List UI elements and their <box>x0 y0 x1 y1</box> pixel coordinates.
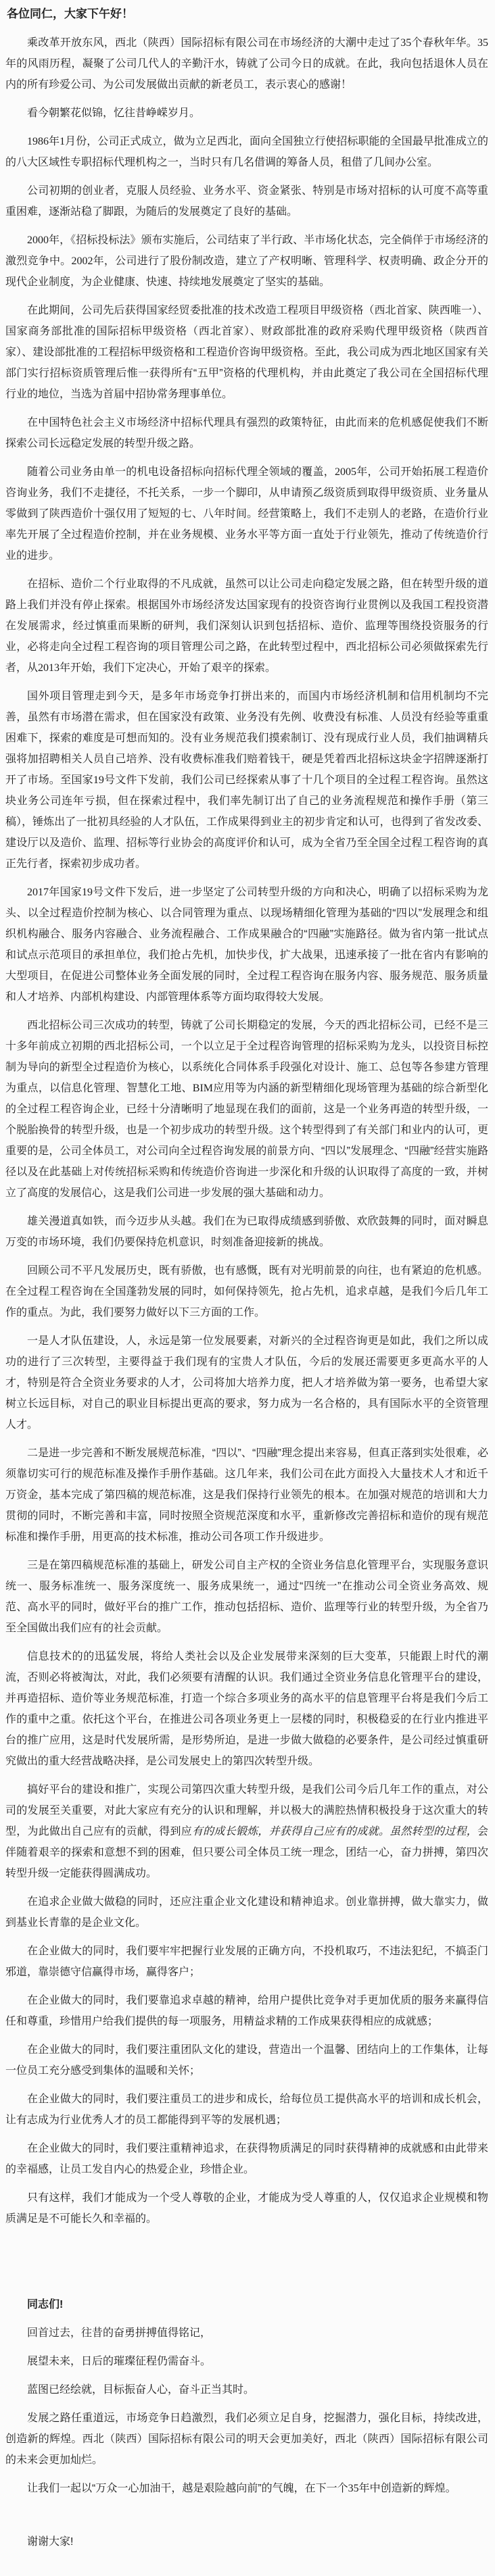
latin-numeric-run: 2017 <box>27 887 49 898</box>
paragraph <box>5 1891 488 1933</box>
text-run: 让我们一起以“万众一心加油干，越是艰险越向前”的气魄，在下一个35年中创造新的辉煌。 <box>27 2483 456 2494</box>
text-run: 在企业做大的同时，我们要注重团队文化的建设，营造出一个温馨、团结向上的工作集体，让每一位员工充分感受到集体的温暖和关怀； <box>5 2044 488 2077</box>
text-run: 三是在第四稿规范标准的基础上，研发公司自主产权的全资业务信息化管理平台，实现服务意识统一、服务标准统一、服务深度统一、服务成果统一，通过“四统一”在推动公司全资业务高效、规范、高水平的同时，做好平台的推广工作，推动包括招标、造价、监理等行业的转型升级，为全省乃至全国做出我们应有的社会贡献。 <box>5 1560 488 1634</box>
paragraph <box>5 230 488 293</box>
document-body <box>5 32 488 2552</box>
text-run: 一是人才队伍建设，人，永远是第一位发展要素，对新兴的全过程咨询更是如此，我们之所以成功的进行了三次转型，主要得益于我们现有的宝贵人才队伍，今后的发展还需要更多更高水平的人才，特别是符合全资业务要求的人才，公司将加大培养力度，把人才培养做为第一要务，也希望大家树立长远目标，对自己的职业目标提出更高的要求，努力成为一名合格的，具有国际水平的全资管理人才。 <box>5 1335 488 1431</box>
paragraph <box>5 180 488 222</box>
paragraph <box>5 574 488 678</box>
text-run: 雄关漫道真如铁，而今迈步从头越。我们在为已取得成绩感到骄傲、欢欣鼓舞的同时，面对瞬息万变的市场环境，我们仍要保持危机意识，时刻准备迎接新的挑战。 <box>5 1216 488 1248</box>
section-heading <box>5 2294 488 2315</box>
paragraph <box>5 1443 488 1547</box>
text-run: 展望未来，日后的璀璨征程仍需奋斗。 <box>27 2356 212 2367</box>
paragraph <box>5 131 488 173</box>
latin-numeric-run: 35 <box>348 2483 359 2494</box>
latin-numeric-run: 35 <box>477 37 488 49</box>
paragraph <box>5 1211 488 1253</box>
paragraph <box>5 882 488 1008</box>
paragraph <box>5 2089 488 2131</box>
latin-numeric-run: 2002 <box>71 255 93 267</box>
text-run: 看今朝繁花似锦，忆往昔峥嵘岁月。 <box>27 107 201 119</box>
text-run: 二是进一步完善和不断发展规范标准，“四以”、“四融”理念提出来容易，但真正落到实处很难，必须靠切实可行的规范标准及操作手册作基础。这几年来，我们公司在此方面投入大量技术人才和近千万资金，基本完成了第四稿的规范标准，这是我们保持行业领先的根本。在加强对规范的培训和大力贯彻的同时，不断完善和丰富，同时按照全资规范深度和水平，重新修改完善招标和造价的现有规范标准和操作手册，用更高的技术标准，推动公司各项工作升级进步。 <box>5 1447 488 1543</box>
paragraph <box>5 1941 488 1983</box>
paragraph <box>5 2408 488 2471</box>
text-run: 在企业做大的同时，我们要注重精神追求，在获得物质满足的同时获得精神的成就感和由此带来的幸福感，让员工发自内心的热爱企业，珍惜企业。 <box>5 2143 488 2175</box>
latin-numeric-run: 2000 <box>27 234 49 246</box>
paragraph <box>5 1990 488 2032</box>
paragraph <box>5 2531 488 2552</box>
latin-numeric-run: 19 <box>82 887 93 898</box>
text-run: 公司初期的创业者，克服人员经验、业务水平、资金紧张、特别是市场对招标的认可度不高等重重困难，逐渐站稳了脚跟，为随后的发展奠定了良好的基础。 <box>5 185 488 218</box>
paragraph <box>5 300 488 405</box>
paragraph <box>5 1260 488 1323</box>
paragraph <box>5 2351 488 2372</box>
text-run: 在企业做大的同时，我们要牢牢把握行业发展的正确方向，不投机取巧，不违法犯纪，不搞歪门邪道，靠崇德守信赢得市场，赢得客户； <box>5 1946 488 1978</box>
text-run: 1986年1月份，公司正式成立，做为立足西北，面向全国独立行使招标职能的全国最早批准成立的的八大区域性专职招标代理机构之一，当时只有几名借调的筹备人员，租借了几间办公室。 <box>5 136 488 168</box>
text-run: 谢谢大家! <box>27 2536 74 2548</box>
latin-numeric-run: 2005 <box>334 466 356 478</box>
text-run: 在招标、造价二个行业取得的不凡成就，虽然可以让公司走向稳定发展之路，但在转型升级的道路上我们并没有停止探索。根据国外市场经济发达国家现有的投资咨询行业贯例以及我国工程投资潜在发展需求，经过慎重而果断的研判，我们深刻认识到包括招标、造价、监理等围绕投资服务的行业，必将走向全过程工程咨询的项目管理公司之路，在此转型过程中，西北招标公司必须做探索先行者，从2013年开始，我们下定决心，开始了艰辛的探索。 <box>5 578 488 674</box>
text-run: 在追求企业做大做稳的同时，还应注重企业文化建设和精神追求。创业靠拼搏，做大靠实力，做到基业长青靠的是企业文化。 <box>5 1896 488 1929</box>
latin-numeric-run: BIM <box>192 1083 213 1094</box>
text-run: 在此期间，公司先后获得国家经贸委批准的技术改造工程项目甲级资格（西北首家、陕西唯一）、国家商务部批准的国际招标甲级资格（西北首家）、财政部批准的政府采购代理甲级资格（陕西首家）、建设部批准的工程招标甲级资格和工程造价咨询甲级资格。至此，我公司成为西北地区国家有关部门实行招标资质管理后惟一获得所有“五甲”资格的代理机构，并由此奠定了我公司在全国招标代理行业的地位，当选为首届中招协常务理事单位。 <box>5 305 488 400</box>
paragraph <box>5 1779 488 1884</box>
paragraph <box>5 103 488 124</box>
latin-numeric-run: 1986 <box>27 136 49 147</box>
paragraph <box>5 2379 488 2400</box>
text-run: 2017年国家19号文件下发后，进一步坚定了公司转型升级的方向和决心，明确了以招标采购为龙头、以全过程造价控制为核心、以合同管理为重点、以现场精细化管理为基础的“四以”发展理念和组织机构融合、服务内容融合、业务流程融合、工作成果融合的“四融”实施路径。做为省内第一批试点和试点示范项目的承担单位，我们抢占先机，加快步伐，扩大战果，迅速承接了一批在省内有影响的大型项目，在促进公司整体业务全面发展的同时，全过程工程咨询在服务内容、服务规范、服务质量和人才培养、内部机构建设、内部管理体系等方面均取得较大发展。 <box>5 887 488 1003</box>
text-run: 只有这样，我们才能成为一个受人尊敬的企业，才能成为受人尊重的人，仅仅追求企业规模和物质满足是不可能长久和幸福的。 <box>5 2192 488 2225</box>
paragraph <box>5 2478 488 2499</box>
latin-numeric-run: 2013 <box>38 662 60 674</box>
paragraph <box>5 2187 488 2229</box>
text-run: 在企业做大的同时，我们要注重员工的进步和成长，给每位员工提供高水平的培训和成长机会，让有志成为行业优秀人才的员工都能得到平等的发展机遇； <box>5 2094 488 2126</box>
text-run: 西北招标公司三次成功的转型，铸就了公司长期稳定的发展，今天的西北招标公司，已经不是三十多年前成立初期的西北招标公司，一个以立足于全过程咨询管理的招标采购为龙头，以投资目标控制为导向的新型全过程造价为核心，以系统化合同体系手段强化对设计、施工、总包等各参建方管理为重点，以信息化管理、智慧化工地、BIM应用等为内涵的新型精细化现场管理为基础的综合新型化的全过程工程咨询企业，已经十分清晰明了地显现在我们的面前，这是一个业务再造的转型升级，一个脱胎换骨的转型升级，也是一个初步成功的转型升级。这个转型得到了有关部门和业内的认可，更重要的是，公司全体员工，对公司向全过程咨询发展的前景方向、“四以”发展理念、“四融”经营实施路径以及在此基础上对传统招标采购和传统造价咨询进一步深化和升级的认识取得了高度的一致，并树立了高度的发展信心，这是我们公司进一步发展的强大基础和动力。 <box>5 1020 488 1199</box>
paragraph <box>5 412 488 454</box>
latin-numeric-run: 35 <box>400 37 412 49</box>
text-run: 发展之路任重道远，市场竞争日趋激烈，我们必须立足自身，挖掘潜力，强化目标，持续改进，创造新的辉煌。西北（陕西）国际招标有限公司的明天会更加美好，西北（陕西）国际招标有限公司的未来会更加灿烂。 <box>5 2412 488 2466</box>
paragraph <box>5 2039 488 2081</box>
latin-numeric-run: 19 <box>93 774 104 786</box>
paragraph <box>5 686 488 874</box>
text-run: 国外项目管理走到今天，是多年市场竞争打拼出来的，而国内市场经济机制和信用机制均不完善，虽然有市场潜在需求，但在国家没有政策、业务没有先例、收费没有标准、人员没有经验等重重困难下，探索的难度是可想而知的。没有业务规范我们摸索制订、没有现成行业人员，我们抽调精兵强将加招聘相关人员自己培养、没有收费标准我们赔着钱干，硬是凭着西北招标这块金字招牌逐渐打开了市场。至国家19号文件下发前，我们公司已经探索从事了十几个项目的全过程工程咨询。虽然这块业务公司连年亏损，但在探索过程中，我们率先制订出了自己的业务流程规范和操作手册（第三稿），锤炼出了一批初具经验的人才队伍，工作成果得到业主的初步肯定和认可，也得到了省发改委、建设厅以及造价、监理、招标等行业协会的高度评价和认可，成为全省乃至全国全过程工程咨询的真正先行者，探索初步成功者。 <box>5 691 488 870</box>
text-run: 搞好平台的建设和推广，实现公司第四次重大转型升级，是我们公司今后几年工作的重点，对公司的发展至关重要，对此大家应有充分的认识和理解，并以极大的满腔热情积极投身于这次重大的转型，为此做出自己应有的贡献，得到应 <box>5 1784 488 1837</box>
paragraph <box>5 1646 488 1772</box>
text-run: 在企业做大的同时，我们要靠追求卓越的精神，给用户提供比竞争对手更加优质的服务来赢得信任和尊重，珍惜用户给我们提供的每一项服务，用精益求精的工作成果获得相应的成就感； <box>5 1995 488 2027</box>
text-run: 乘改革开放东风，西北（陕西）国际招标有限公司在市场经济的大潮中走过了35个春秋年华。35年的风雨历程，凝聚了公司几代人的辛勤汗水，铸就了公司今日的成就。在此，我向包括退休人员在内的所有珍爱公司、为公司发展做出贡献的新老员工，表示衷心的感谢！ <box>5 37 488 91</box>
text-run: 2000年，《招标投标法》颁布实施后，公司结束了半行政、半市场化状态，完全倘佯于市场经济的激烈竞争中。2002年，公司进行了股份制改造，建立了产权明晰、管理科学、权责明确、政企分开的现代企业制度，为企业健康、快速、持续地发展奠定了坚实的基础。 <box>5 234 488 288</box>
text-run: 信息技术的的迅猛发展，将给人类社会以及企业发展带来深刻的巨大变革，只能跟上时代的潮流，否则必将被淘汰，对此，我们必须要有清醒的认识。我们通过全资业务信息化管理平台的建设，并再造招标、造价等业务规范标准，打造一个综合多项业务的高水平的信息管理平台将是我们今后工作的重中之重。依托这个平台，在推进公司各项业务更上一层楼的同时，积极稳妥的在行业内推进平台的推广应用，这是时代发展所需，是形势所迫，是进一步做大做稳的必要条件，是公司经过慎重研究做出的重大经营战略决择，是公司发展史上的第四次转型升级。 <box>5 1651 488 1767</box>
paragraph <box>5 1555 488 1639</box>
text-run: 随着公司业务由单一的机电设备招标向招标代理全领域的覆盖，2005年，公司开始拓展工程造价咨询业务，我们不走捷径，不托关系，一步一个脚印，从申请预乙级资质到取得甲级资质、业务量从零做到了陕西造价十强仅用了短短的七、八年时间。经营策略上，我们不走别人的老路，在造价行业率先开展了全过程造价控制，并在业务规模、业务水平等方面一直处于行业领先，推动了传统造价行业的进步。 <box>5 466 488 562</box>
text-run: 蓝图已经绘就，目标振奋人心，奋斗正当其时。 <box>27 2384 255 2396</box>
paragraph <box>5 1015 488 1204</box>
text-run: 会伴随着艰辛的探索和意想不到的困难，但只要公司全体员工统一理念，团结一心，奋力拼搏，第四次转型升级一定能获得圆满成功。 <box>5 1826 488 1879</box>
paragraph <box>5 462 488 566</box>
latin-numeric-run: 1 <box>60 136 66 147</box>
paragraph <box>5 32 488 95</box>
document-title: 各位同仁，大家下午好！ <box>7 7 133 20</box>
text-run: 回顾公司不平凡发展历史，既有骄傲，也有感慨，既有对光明前景的向往，也有紧迫的危机感。在全过程工程咨询在全国蓬勃发展的同时，如何保持领先，抢占先机，追求卓越，是我们今后几年工作的重点。为此，我们要努力做好以下三方面的工作。 <box>5 1265 488 1318</box>
paragraph <box>5 2138 488 2180</box>
text-run: 回首过去，往昔的奋勇拼搏值得铭记， <box>27 2327 212 2339</box>
paragraph <box>5 1331 488 1435</box>
text-run: 在中国特色社会主义市场经济中招标代理具有强烈的政策特征，由此而来的危机感促使我们不断探索公司长远稳定发展的转型升级之路。 <box>5 417 488 449</box>
text-run: 同志们! <box>27 2299 64 2310</box>
paragraph <box>5 2323 488 2344</box>
italic-text-run: 有的成长锻炼，并获得自己应有的成就。虽然转型的过程， <box>191 1826 477 1837</box>
